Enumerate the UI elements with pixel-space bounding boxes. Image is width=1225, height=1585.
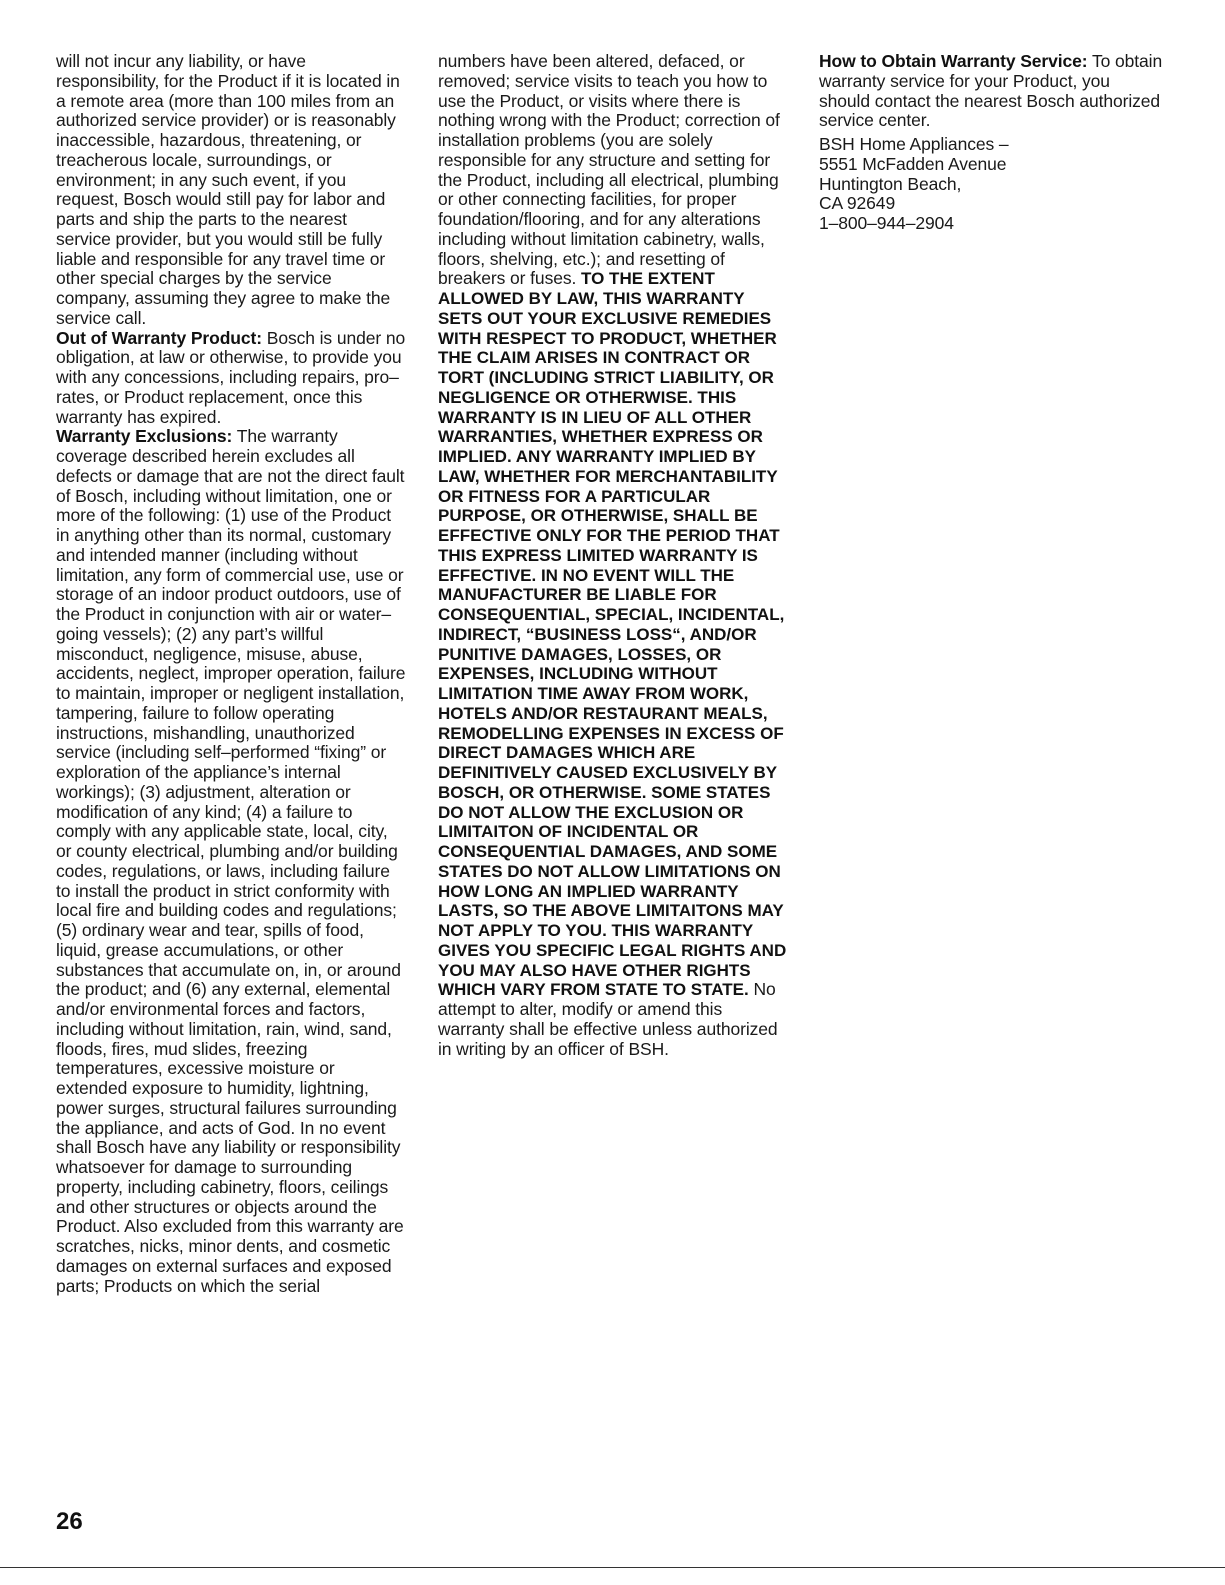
address-line-street: 5551 McFadden Avenue <box>819 153 1007 174</box>
text-obtain-service: To obtain warranty service for your Product, you should contact the nearest Bosch authorized service center. <box>819 51 1163 131</box>
address-line-company: BSH Home Appliances – <box>819 134 1009 154</box>
column-middle <box>438 52 788 1059</box>
bottom-divider <box>0 1567 1225 1568</box>
text-amendment-clause: No attempt to alter, modify or amend this warranty shall be effective unless authorized in writing by an officer of BSH. <box>438 979 778 1059</box>
address-line-state-zip: CA 92649 <box>819 193 896 214</box>
paragraph-obtain-service <box>819 52 1164 131</box>
paragraph-liability: will not incur any liability, or have responsibility, for the Product if it is located in a remote area (more than 100 miles from an authorized service provider) or is reasonably inaccessible, hazardous, threatening, or treacherous locale, surroundings, or environment; in any such event, if you request, Bosch would still pay for labor and parts and ship the parts to the nearest service provider, but you would still be fully liable and responsible for any travel time or other special charges by the service company, assuming they agree to make the service call. <box>56 51 400 328</box>
paragraph-warranty-exclusions <box>56 427 406 1296</box>
paragraph-exclusions-continued <box>438 52 788 1059</box>
heading-obtain-service: How to Obtain Warranty Service: <box>819 51 1088 71</box>
heading-warranty-exclusions: Warranty Exclusions: <box>56 426 233 447</box>
text-warranty-exclusions: The warranty coverage described herein excludes all defects or damage that are not the direct fault of Bosch, including without limitation, one or more of the following: (1) use of the Product in anything other than its normal, customary and intended manner (including without limitation, any form of commercial use, use or storage of an indoor product outdoors, use of the Product in conjunction with air or water–going vessels); (2) any part’s willful misconduct, negligence, misuse, abuse, accidents, neglect, improper operation, failure to maintain, improper or negligent installation, tampering, failure to follow operating instructions, mishandling, unauthorized service (including self–performed “fixing” or exploration of the appliance’s internal workings); (3) adjustment, alteration or modification of any kind; (4) a failure to comply with any applicable state, local, city, or county electrical, plumbing and/or building codes, regulations, or laws, including failure to install the product in strict conformity with local fire and building codes and regulations; (5) ordinary wear and tear, spills of food, liquid, grease accumulations, or other substances that accumulate on, in, or around the product; and (6) any external, elemental and/or environmental forces and factors, including without limitation, rain, wind, sand, floods, fires, mud slides, freezing temperatures, excessive moisture or extended exposure to humidity, lightning, power surges, structural failures surrounding the appliance, and acts of God. In no event shall Bosch have any liability or responsibility whatsoever for damage to surrounding property, including cabinetry, floors, ceilings and other structures or objects around the Product. Also excluded from this warranty are scratches, nicks, minor dents, and cosmetic damages on external surfaces and exposed parts; Products on which the serial <box>56 426 406 1296</box>
text-exclusions-continued: numbers have been altered, defaced, or removed; service visits to teach you how to use the Product, or visits where there is nothing wrong with the Product; correction of installation problems (you are solely responsible for any structure and setting for the Product, including all electrical, plumbing or other connecting facilities, for proper foundation/flooring, and for any alterations including without limitation cabinetry, walls, floors, shelving, etc.); and resetting of breakers or fuses. <box>438 51 780 289</box>
legal-disclaimer-caps: TO THE EXTENT ALLOWED BY LAW, THIS WARRANTY SETS OUT YOUR EXCLUSIVE REMEDIES WITH RESPECT TO PRODUCT, WHETHER THE CLAIM ARISES IN CONTRACT OR TORT (INCLUDING STRICT LIABILITY, OR NEGLIGENCE OR OTHERWISE. THIS WARRANTY IS IN LIEU OF ALL OTHER WARRANTIES, WHETHER EXPRESS OR IMPLIED. ANY WARRANTY IMPLIED BY LAW, WHETHER FOR MERCHANTABILITY OR FITNESS FOR A PARTICULAR PURPOSE, OR OTHERWISE, SHALL BE EFFECTIVE ONLY FOR THE PERIOD THAT THIS EXPRESS LIMITED WARRANTY IS EFFECTIVE. IN NO EVENT WILL THE MANUFACTURER BE LIABLE FOR CONSEQUENTIAL, SPECIAL, INCIDENTAL, INDIRECT, “BUSINESS LOSS“, AND/OR PUNITIVE DAMAGES, LOSSES, OR EXPENSES, INCLUDING WITHOUT LIMITATION TIME AWAY FROM WORK, HOTELS AND/OR RESTAURANT MEALS, REMODELLING EXPENSES IN EXCESS OF DIRECT DAMAGES WHICH ARE DEFINITIVELY CAUSED EXCLUSIVELY BY BOSCH, OR OTHERWISE. SOME STATES DO NOT ALLOW THE EXCLUSION OR LIMITAITON OF INCIDENTAL OR CONSEQUENTIAL DAMAGES, AND SOME STATES DO NOT ALLOW LIMITATIONS ON HOW LONG AN IMPLIED WARRANTY LASTS, SO THE ABOVE LIMITAITONS MAY NOT APPLY TO YOU. THIS WARRANTY GIVES YOU SPECIFIC LEGAL RIGHTS AND YOU MAY ALSO HAVE OTHER RIGHTS WHICH VARY FROM STATE TO STATE. <box>438 269 787 1000</box>
paragraph-out-of-warranty <box>56 329 406 428</box>
heading-out-of-warranty: Out of Warranty Product: <box>56 327 262 348</box>
service-address <box>819 135 1164 234</box>
address-line-city: Huntington Beach, <box>819 173 962 194</box>
address-line-phone: 1–800–944–2904 <box>819 213 954 233</box>
column-left <box>56 52 406 1296</box>
column-right <box>819 52 1164 234</box>
text-out-of-warranty: Bosch is under no obligation, at law or otherwise, to provide you with any concessions, including repairs, pro–rates, or Product replacement, once this warranty has expired. <box>56 327 406 427</box>
page-number: 26 <box>56 1508 83 1535</box>
